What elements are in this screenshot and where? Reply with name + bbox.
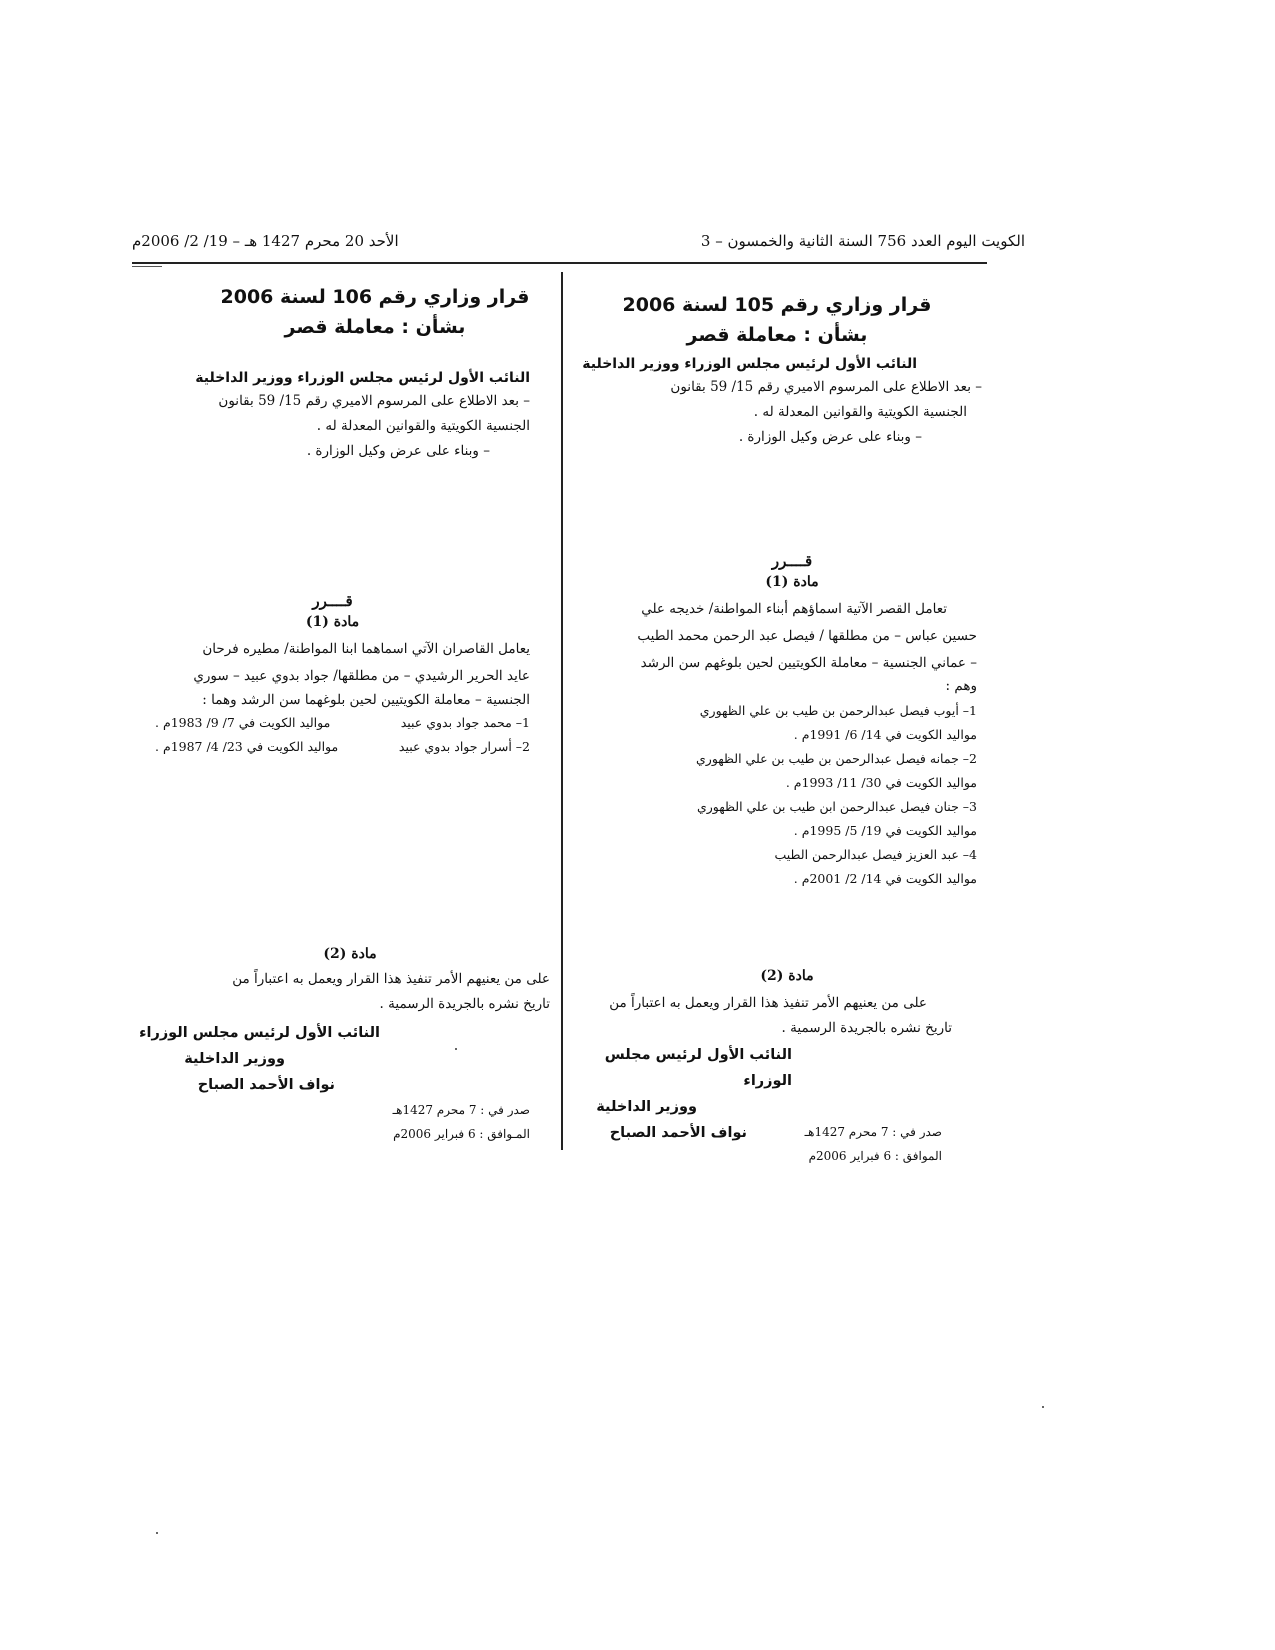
- signature-ministry: ووزير الداخلية: [596, 1099, 697, 1115]
- article-2-line: تاريخ نشره بالجريدة الرسمية .: [781, 1020, 952, 1036]
- minor-birth: مواليد الكويت في 7/ 9/ 1983م .: [155, 715, 331, 730]
- decision-105-header: [572, 290, 982, 350]
- article-1-line: حسين عباس – من مطلقها / فيصل عبد الرحمن محمد الطيب: [637, 628, 977, 644]
- corresponding-date: المـوافق : 6 فبراير 2006م: [393, 1127, 530, 1141]
- minor-birth: مواليد الكويت في 14/ 6/ 1991م .: [793, 727, 977, 742]
- signature-name: نواف الأحمد الصباح: [609, 1125, 747, 1141]
- decision-title: قرار وزاري رقم 105 لسنة 2006: [622, 294, 932, 316]
- article-1-line: عايد الحرير الرشيدي – من مطلقها/ جواد بدوي عبيد – سوري: [193, 668, 530, 684]
- issuer: النائب الأول لرئيس مجلس الوزراء ووزير الداخلية: [582, 356, 917, 372]
- preamble-line: – بعد الاطلاع على المرسوم الاميري رقم 15/ 59 بقانون: [670, 379, 982, 395]
- decision-106-article-2: [130, 944, 550, 1015]
- minor-row: [130, 712, 530, 734]
- minor-name: 2– جمانه فيصل عبدالرحمن بن طيب بن علي الظهوري: [696, 751, 977, 766]
- header-rule-tick: [132, 266, 162, 267]
- decision-subject: بشأن : معاملة قصر: [686, 324, 868, 346]
- minor-name: 2– أسرار جواد بدوي عبيد: [398, 739, 530, 754]
- minors-list: [572, 699, 982, 891]
- preamble-line: – وبناء على عرض وكيل الوزارة .: [738, 429, 922, 445]
- minor-name: 1– أيوب فيصل عبدالرحمن بن طيب بن علي الظهوري: [699, 703, 977, 718]
- minor-birth: مواليد الكويت في 14/ 2/ 2001م .: [793, 871, 977, 886]
- scan-speck: [455, 1048, 457, 1050]
- article-1-line: يعامل القاصران الآتي اسماهما ابنا المواطنة/ مطيره فرحان: [202, 641, 530, 657]
- signature-ministry: ووزير الداخلية: [184, 1051, 285, 1067]
- minor-birth: مواليد الكويت في 30/ 11/ 1993م .: [785, 775, 977, 790]
- article-1-line: وهم :: [945, 678, 977, 694]
- decision-title: قرار وزاري رقم 106 لسنة 2006: [220, 286, 530, 308]
- preamble-line: الجنسية الكويتية والقوانين المعدلة له .: [753, 404, 967, 420]
- article-2-line: تاريخ نشره بالجريدة الرسمية .: [379, 996, 550, 1012]
- scan-speck: [1042, 1406, 1044, 1408]
- preamble-line: – بعد الاطلاع على المرسوم الاميري رقم 15/ 59 بقانون: [218, 393, 530, 409]
- corresponding-date: الموافق : 6 فبراير 2006م: [808, 1149, 942, 1163]
- decision-106-dates: [130, 1098, 550, 1146]
- decision-105-body: [572, 550, 982, 891]
- decision-105-article-2: [572, 966, 982, 1039]
- header-issue-info: الكويت اليوم العدد 756 السنة الثانية والخمسون – 3: [700, 232, 1025, 250]
- signature-title: النائب الأول لرئيس مجلس الوزراء: [604, 1047, 792, 1089]
- issued-date: صدر في : 7 محرم 1427هـ: [392, 1103, 530, 1117]
- qarar-label: قــــرر: [312, 592, 353, 610]
- issued-date: صدر في : 7 محرم 1427هـ: [804, 1125, 942, 1139]
- article-1-label: مادة (1): [305, 614, 360, 630]
- minor-name: 3– جنان فيصل عبدالرحمن ابن طيب بن علي الظهوري: [696, 799, 977, 814]
- decision-105-dates: [572, 1120, 982, 1168]
- decision-subject: بشأن : معاملة قصر: [284, 316, 466, 338]
- qarar-label: قــــرر: [771, 552, 813, 570]
- header-date: الأحد 20 محرم 1427 هـ – 19/ 2/ 2006م: [132, 232, 399, 250]
- article-1-line: – عماني الجنسية – معاملة الكويتيين لحين بلوغهم سن الرشد: [640, 655, 977, 671]
- decision-106-header: [130, 282, 550, 342]
- article-1-line: الجنسية – معاملة الكويتيين لحين بلوغهما سن الرشد وهما :: [202, 692, 530, 708]
- minor-row: [130, 736, 530, 758]
- article-2-line: على من يعنيهم الأمر تنفيذ هذا القرار ويعمل به اعتباراً من: [609, 995, 927, 1011]
- minor-name: 4– عبد العزيز فيصل عبدالرحمن الطيب: [774, 847, 977, 862]
- decision-106-body: [130, 590, 530, 758]
- minor-birth: مواليد الكويت في 19/ 5/ 1995م .: [793, 823, 977, 838]
- article-1-label: مادة (1): [765, 574, 819, 590]
- header-rule: [132, 262, 987, 264]
- minor-birth: مواليد الكويت في 23/ 4/ 1987م .: [155, 739, 339, 754]
- decision-106-signature: [130, 1020, 550, 1098]
- article-1-line: تعامل القصر الآتية اسماؤهم أبناء المواطنة/ خديجه علي: [641, 601, 947, 617]
- decision-105-preamble: [572, 353, 982, 450]
- preamble-line: – وبناء على عرض وكيل الوزارة .: [306, 443, 490, 459]
- preamble-line: الجنسية الكويتية والقوانين المعدلة له .: [316, 418, 530, 434]
- article-2-label: مادة (2): [323, 946, 377, 962]
- column-divider: [561, 272, 563, 1150]
- scan-speck: [156, 1532, 158, 1534]
- signature-name: نواف الأحمد الصباح: [197, 1077, 335, 1093]
- article-2-label: مادة (2): [760, 968, 814, 984]
- signature-title: النائب الأول لرئيس مجلس الوزراء: [139, 1025, 380, 1041]
- article-2-line: على من يعنيهم الأمر تنفيذ هذا القرار ويعمل به اعتباراً من: [232, 971, 550, 987]
- issuer: النائب الأول لرئيس مجلس الوزراء ووزير الداخلية: [195, 370, 530, 386]
- minor-name: 1– محمد جواد بدوي عبيد: [400, 715, 530, 730]
- decision-106-preamble: [130, 367, 530, 464]
